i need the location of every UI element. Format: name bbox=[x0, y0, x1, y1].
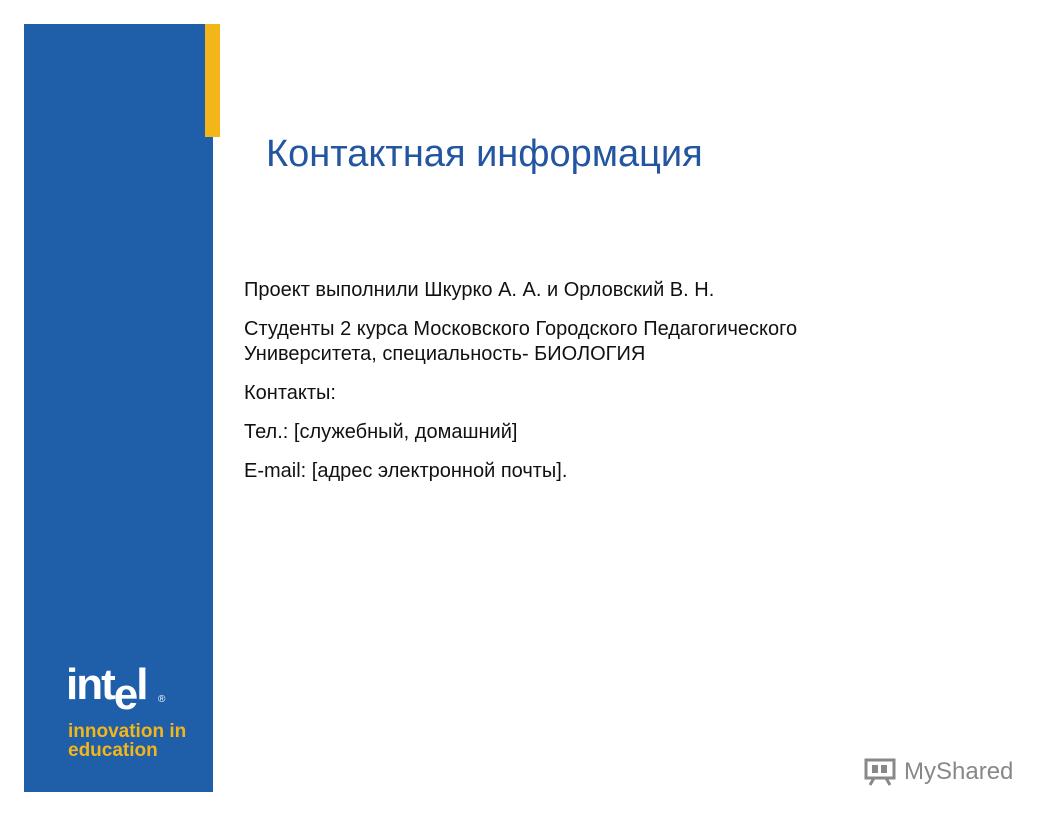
slide-content bbox=[244, 278, 884, 498]
phone-line: Тел.: [служебный, домашний] bbox=[244, 421, 518, 443]
slide-title: Контактная информация bbox=[266, 133, 703, 175]
watermark-text: MyShared bbox=[904, 758, 1014, 785]
tagline-line-2: education bbox=[68, 740, 158, 761]
myshared-watermark bbox=[864, 752, 1024, 792]
tagline-line-1: innovation in bbox=[68, 721, 187, 742]
contacts-label: Контакты: bbox=[244, 382, 336, 404]
students-line: Студенты 2 курса Московского Городского Педагогического Университета, специальность- БИОЛОГИЯ bbox=[244, 318, 798, 365]
registered-mark: ® bbox=[158, 694, 166, 705]
logo-tagline bbox=[68, 722, 186, 760]
authors-line: Проект выполнили Шкурко А. А. и Орловский В. Н. bbox=[244, 279, 715, 301]
intel-wordmark: intel bbox=[66, 660, 147, 719]
presentation-icon bbox=[864, 758, 896, 786]
email-line: E-mail: [адрес электронной почты]. bbox=[244, 460, 568, 482]
accent-bar bbox=[205, 24, 220, 137]
